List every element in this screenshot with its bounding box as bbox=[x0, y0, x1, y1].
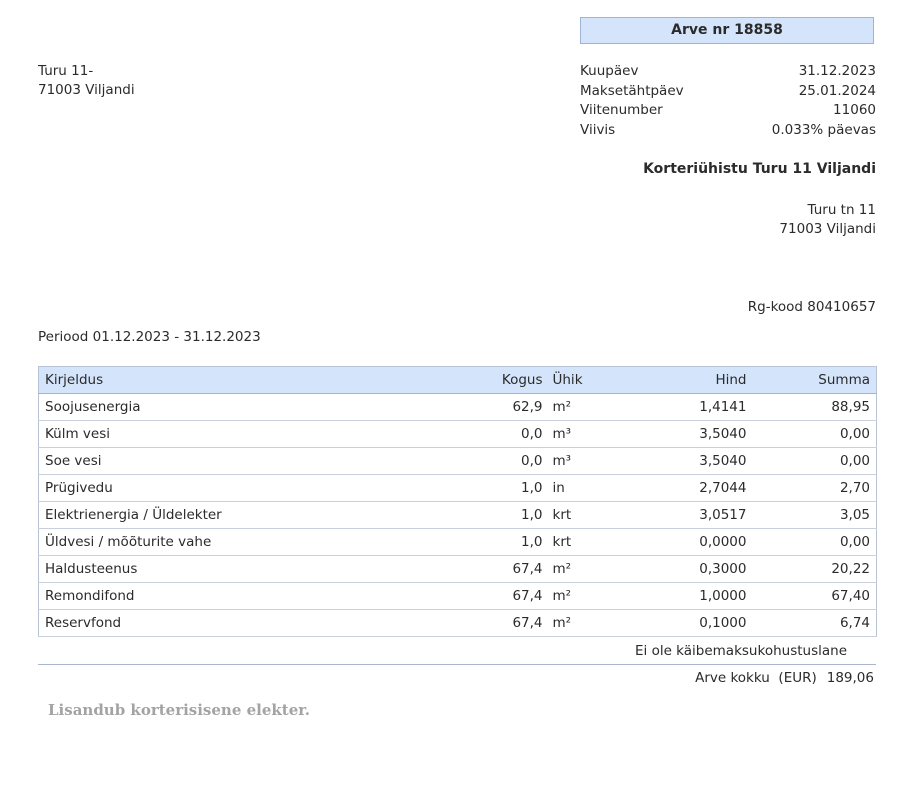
cell-description: Remondifond bbox=[39, 583, 447, 610]
cell-quantity: 0,0 bbox=[447, 421, 549, 448]
invoice-items-table bbox=[38, 366, 877, 637]
table-row bbox=[39, 448, 877, 475]
cell-sum: 6,74 bbox=[753, 610, 877, 637]
cell-unit: m² bbox=[549, 583, 628, 610]
issuer-city: 71003 Viljandi bbox=[779, 221, 876, 237]
issuer-address bbox=[779, 201, 876, 239]
cell-sum: 3,05 bbox=[753, 502, 877, 529]
table-row bbox=[39, 610, 877, 637]
cell-price: 1,0000 bbox=[628, 583, 753, 610]
billing-period: Periood 01.12.2023 - 31.12.2023 bbox=[38, 329, 261, 345]
table-row bbox=[39, 394, 877, 421]
cell-price: 3,5040 bbox=[628, 448, 753, 475]
table-row bbox=[39, 421, 877, 448]
cell-price: 3,5040 bbox=[628, 421, 753, 448]
meta-label: Viitenumber bbox=[580, 102, 663, 118]
customer-street: Turu 11- bbox=[38, 63, 94, 79]
cell-sum: 20,22 bbox=[753, 556, 877, 583]
cell-description: Haldusteenus bbox=[39, 556, 447, 583]
cell-description: Üldvesi / mõõturite vahe bbox=[39, 529, 447, 556]
meta-value: 11060 bbox=[833, 102, 876, 118]
customer-city: 71003 Viljandi bbox=[38, 82, 135, 98]
total-label: Arve kokku (EUR) bbox=[695, 670, 817, 686]
meta-label: Viivis bbox=[580, 121, 616, 138]
invoice-total bbox=[695, 670, 874, 686]
issuer-regcode: Rg-kood 80410657 bbox=[747, 299, 876, 315]
total-value: 189,06 bbox=[826, 670, 874, 686]
cell-sum: 0,00 bbox=[753, 421, 877, 448]
cell-sum: 0,00 bbox=[753, 448, 877, 475]
cell-description: Külm vesi bbox=[39, 421, 447, 448]
cell-quantity: 1,0 bbox=[447, 475, 549, 502]
meta-row-penalty bbox=[580, 121, 876, 141]
cell-description: Reservfond bbox=[39, 610, 447, 637]
meta-value: 25.01.2024 bbox=[798, 82, 876, 99]
table-row bbox=[39, 556, 877, 583]
cell-description: Soojusenergia bbox=[39, 394, 447, 421]
cell-price: 0,3000 bbox=[628, 556, 753, 583]
issuer-street: Turu tn 11 bbox=[807, 202, 876, 218]
cell-quantity: 1,0 bbox=[447, 529, 549, 556]
cell-unit: m³ bbox=[549, 448, 628, 475]
meta-label: Kuupäev bbox=[580, 63, 639, 79]
cell-unit: m² bbox=[549, 394, 628, 421]
meta-value: 31.12.2023 bbox=[798, 63, 876, 79]
column-header-sum: Summa bbox=[753, 367, 877, 394]
cell-unit: m² bbox=[549, 610, 628, 637]
footnote: Lisandub korterisisene elekter. bbox=[48, 701, 310, 719]
cell-sum: 88,95 bbox=[753, 394, 877, 421]
cell-quantity: 62,9 bbox=[447, 394, 549, 421]
cell-unit: krt bbox=[549, 502, 628, 529]
cell-price: 3,0517 bbox=[628, 502, 753, 529]
column-header-description: Kirjeldus bbox=[39, 367, 447, 394]
cell-unit: m³ bbox=[549, 421, 628, 448]
meta-row-reference bbox=[580, 101, 876, 121]
meta-label: Maksetähtpäev bbox=[580, 82, 684, 99]
cell-sum: 2,70 bbox=[753, 475, 877, 502]
total-divider bbox=[38, 664, 876, 665]
customer-address bbox=[38, 62, 135, 100]
cell-sum: 67,40 bbox=[753, 583, 877, 610]
cell-price: 1,4141 bbox=[628, 394, 753, 421]
cell-price: 2,7044 bbox=[628, 475, 753, 502]
meta-row-date bbox=[580, 62, 876, 82]
invoice-title: Arve nr 18858 bbox=[580, 17, 874, 44]
column-header-quantity: Kogus bbox=[447, 367, 549, 394]
cell-description: Elektrienergia / Üldelekter bbox=[39, 502, 447, 529]
meta-row-due-date bbox=[580, 82, 876, 102]
column-header-unit: Ühik bbox=[549, 367, 628, 394]
cell-description: Soe vesi bbox=[39, 448, 447, 475]
column-header-price: Hind bbox=[628, 367, 753, 394]
table-header-row bbox=[39, 367, 877, 394]
invoice-meta bbox=[580, 62, 876, 140]
cell-unit: krt bbox=[549, 529, 628, 556]
table-row bbox=[39, 583, 877, 610]
cell-unit: m² bbox=[549, 556, 628, 583]
table-row bbox=[39, 475, 877, 502]
table-row bbox=[39, 502, 877, 529]
issuer-name: Korteriühistu Turu 11 Viljandi bbox=[643, 161, 876, 177]
cell-price: 0,1000 bbox=[628, 610, 753, 637]
cell-quantity: 67,4 bbox=[447, 556, 549, 583]
cell-unit: in bbox=[549, 475, 628, 502]
cell-quantity: 67,4 bbox=[447, 610, 549, 637]
cell-description: Prügivedu bbox=[39, 475, 447, 502]
meta-value: 0.033% päevas bbox=[771, 121, 876, 138]
table-row bbox=[39, 529, 877, 556]
cell-quantity: 67,4 bbox=[447, 583, 549, 610]
cell-quantity: 1,0 bbox=[447, 502, 549, 529]
cell-price: 0,0000 bbox=[628, 529, 753, 556]
cell-quantity: 0,0 bbox=[447, 448, 549, 475]
cell-sum: 0,00 bbox=[753, 529, 877, 556]
vat-note: Ei ole käibemaksukohustuslane bbox=[635, 643, 847, 659]
